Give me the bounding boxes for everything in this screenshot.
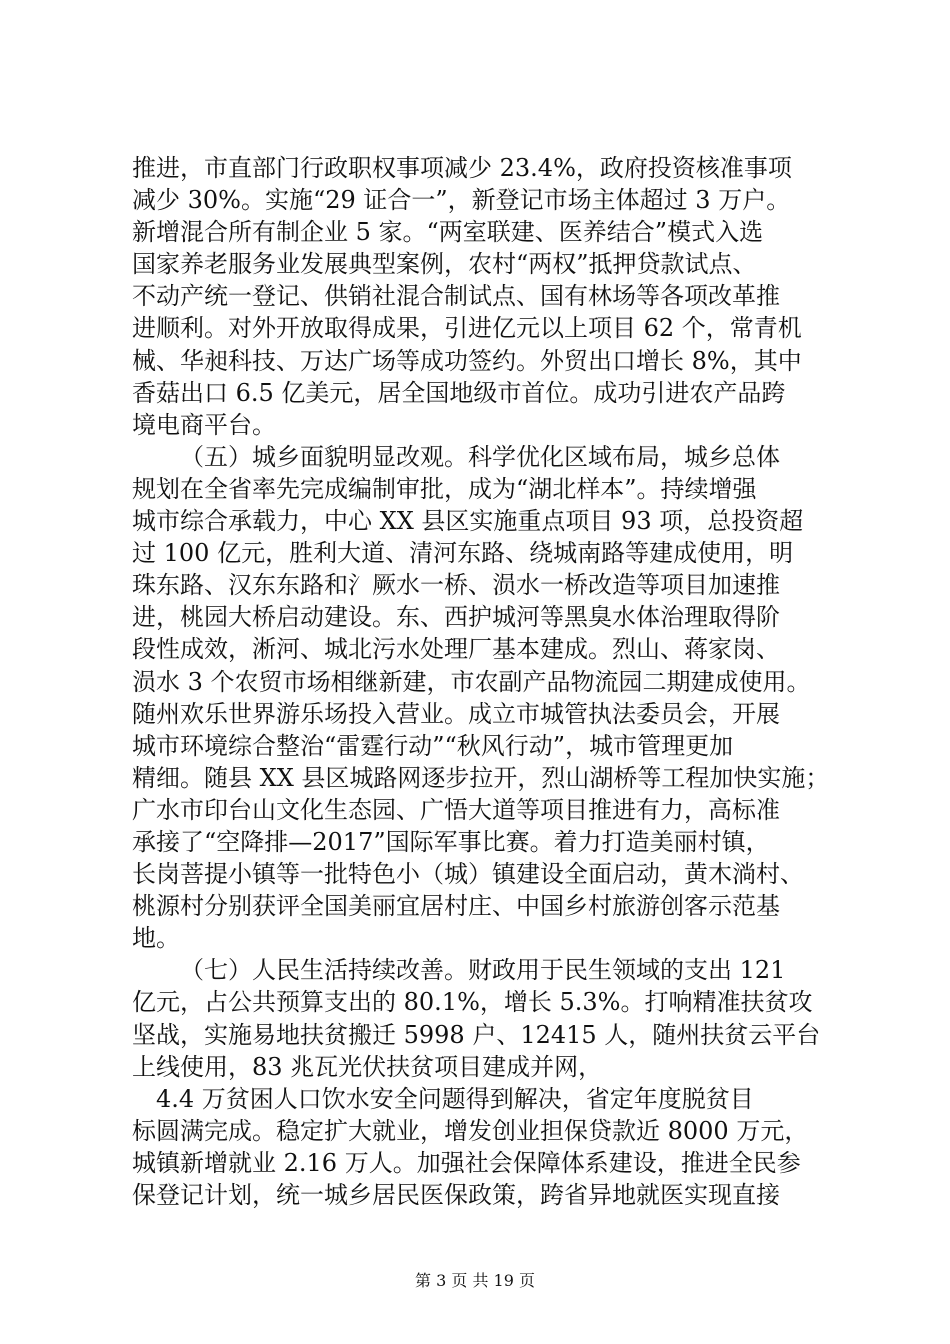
text-line: 城镇新增就业 2.16 万人。加强社会保障体系建设，推进全民参 [132, 1148, 801, 1177]
text-line: 械、华昶科技、万达广场等成功签约。外贸出口增长 8%，其中 [132, 346, 802, 375]
text-line: 新增混合所有制企业 5 家。“两室联建、医养结合”模式入选 [132, 218, 764, 247]
text-line: 长岗菩提小镇等一批特色小（城）镇建设全面启动，黄木淌村、 [132, 860, 804, 889]
page-number-footer: 第 3 页 共 19 页 [415, 1271, 535, 1290]
text-line: 进，桃园大桥启动建设。东、西护城河等黑臭水体治理取得阶 [132, 603, 780, 632]
text-line: 标圆满完成。稳定扩大就业，增发创业担保贷款近 8000 万元， [132, 1116, 809, 1145]
text-line: 国家养老服务业发展典型案例，农村“两权”抵押贷款试点、 [132, 250, 757, 279]
text-line: 承接了“空降排—2017”国际军事比赛。着力打造美丽村镇， [132, 827, 770, 856]
text-line: 上线使用，83 兆瓦光伏扶贫项目建成并网， [132, 1052, 603, 1081]
text-line: 亿元，占公共预算支出的 80.1%，增长 5.3%。打响精准扶贫攻 [132, 988, 813, 1017]
body-text [132, 152, 844, 1211]
text-line: 涢水 3 个农贸市场相继新建，市农副产品物流园二期建成使用。 [132, 667, 811, 696]
paragraph-heading-line: （七）人民生活持续改善。财政用于民生领域的支出 121 [180, 956, 786, 985]
text-line: 段性成效，淅河、城北污水处理厂基本建成。烈山、蒋家岗、 [132, 635, 780, 664]
text-line: 规划在全省率先完成编制审批，成为“湖北样本”。持续增强 [132, 474, 757, 503]
text-line: 地。 [132, 924, 180, 953]
text-line: 过 100 亿元，胜利大道、清河东路、绕城南路等建成使用，明 [132, 539, 794, 568]
text-line: 不动产统一登记、供销社混合制试点、国有林场等各项改革推 [132, 282, 780, 311]
text-line: 坚战，实施易地扶贫搬迁 5998 户、12415 人，随州扶贫云平台 [132, 1020, 821, 1049]
text-line: 进顺利。对外开放取得成果，引进亿元以上项目 62 个，常青机 [132, 314, 802, 343]
text-line: 推进，市直部门行政职权事项减少 23.4%，政府投资核准事项 [132, 154, 792, 182]
text-line: 境电商平台。 [132, 410, 276, 439]
text-line: 珠东路、汉东东路和氵厥水一桥、涢水一桥改造等项目加速推 [132, 571, 780, 600]
text-line: 随州欢乐世界游乐场投入营业。成立市城管执法委员会，开展 [132, 699, 780, 728]
text-line: 桃源村分别获评全国美丽宜居村庄、中国乡村旅游创客示范基 [132, 892, 780, 921]
paragraph-start-line: 4.4 万贫困人口饮水安全问题得到解决，省定年度脱贫目 [156, 1084, 754, 1113]
text-line: 保登记计划，统一城乡居民医保政策，跨省异地就医实现直接 [132, 1181, 780, 1209]
text-line: 广水市印台山文化生态园、广悟大道等项目推进有力，高标准 [132, 795, 780, 824]
text-line: 城市综合承载力，中心 XX 县区实施重点项目 93 项，总投资超 [132, 507, 804, 536]
text-line: 城市环境综合整治“雷霆行动”“秋风行动”，城市管理更加 [132, 731, 734, 760]
text-line: 减少 30%。实施“29 证合一”，新登记市场主体超过 3 万户。 [132, 186, 791, 215]
text-line: 香菇出口 6.5 亿美元，居全国地级市首位。成功引进农产品跨 [132, 378, 786, 407]
paragraph-heading-line: （五）城乡面貌明显改观。科学优化区域布局，城乡总体 [180, 442, 780, 471]
text-line: 精细。随县 XX 县区城路网逐步拉开，烈山湖桥等工程加快实施； [132, 763, 830, 792]
